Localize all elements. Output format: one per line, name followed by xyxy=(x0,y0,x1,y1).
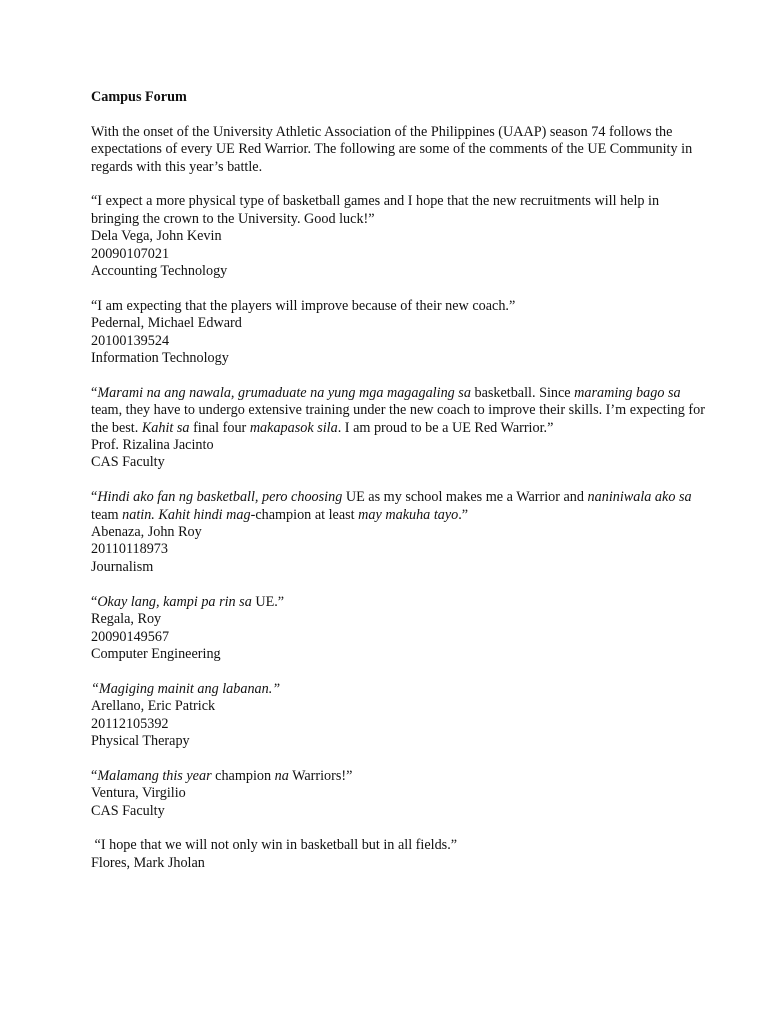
comment-entry xyxy=(91,681,708,751)
quote-italic-segment: Okay lang, kampi pa rin sa xyxy=(97,593,252,610)
department: Accounting Technology xyxy=(91,263,228,280)
commenter-name: Abenaza, John Roy xyxy=(91,524,202,541)
quote-segment: “ xyxy=(91,384,98,401)
quote-italic-segment: naniniwala ako sa xyxy=(587,489,692,506)
comment-quote xyxy=(91,193,708,228)
comment-quote xyxy=(91,681,708,698)
quote-segment: team xyxy=(91,506,123,523)
comment-quote xyxy=(91,768,708,785)
quote-segment: . I am proud to be a UE Red Warrior.” xyxy=(337,419,554,436)
commenter-name: Flores, Mark Jholan xyxy=(91,854,205,871)
student-number: 20090107021 xyxy=(91,245,170,262)
quote-segment: champion xyxy=(211,767,275,784)
department: Information Technology xyxy=(91,350,229,367)
comment-entry xyxy=(91,193,708,280)
department: Computer Engineering xyxy=(91,645,221,662)
comment-entry xyxy=(91,594,708,664)
quote-italic-segment: Hindi ako fan ng basketball, pero choosing xyxy=(97,489,343,506)
quote-italic-segment: makapasok sila xyxy=(249,419,338,436)
quote-italic-segment: natin. Kahit hindi mag xyxy=(122,506,251,523)
student-number: 20110118973 xyxy=(91,541,168,558)
comment-entry xyxy=(91,489,708,576)
comment-quote xyxy=(91,298,708,315)
department: Journalism xyxy=(91,558,154,575)
quote-segment: final four xyxy=(189,419,250,436)
quote-segment: UE as my school makes me a Warrior and xyxy=(342,489,588,506)
comment-entry xyxy=(91,298,708,368)
student-number: 20090149567 xyxy=(91,628,170,645)
comment-entry xyxy=(91,768,708,820)
commenter-name: Ventura, Virgilio xyxy=(91,785,186,802)
department: CAS Faculty xyxy=(91,802,165,819)
quote-italic-segment: “Magiging mainit ang labanan.” xyxy=(91,680,281,697)
comments-list xyxy=(91,193,708,872)
intro-paragraph: With the onset of the University Athletic Association of the Philippines (UAAP) season 74 follows the expectations of every UE Red Warrior. The following are some of the comments of the UE Community in regards with this year’s battle. xyxy=(91,123,693,175)
quote-italic-segment: may makuha tayo xyxy=(358,506,459,523)
comment-quote xyxy=(91,489,708,524)
student-number: 20100139524 xyxy=(91,332,170,349)
quote-segment: Warriors!” xyxy=(288,767,353,784)
quote-segment: UE.” xyxy=(251,593,285,610)
quote-segment: team, they have to undergo extensive training under the new coach to improve their skills. I’m expecting for the best. xyxy=(91,402,705,436)
comment-quote xyxy=(91,837,708,854)
document-title: Campus Forum xyxy=(91,89,187,105)
quote-segment: “ xyxy=(91,767,98,784)
comment-entry xyxy=(91,385,708,472)
department: CAS Faculty xyxy=(91,454,165,471)
quote-italic-segment: maraming bago sa xyxy=(574,384,681,401)
comment-quote xyxy=(91,594,708,611)
quote-segment: “ xyxy=(91,489,98,506)
quote-segment: .” xyxy=(458,506,469,523)
commenter-name: Dela Vega, John Kevin xyxy=(91,228,222,245)
student-number: 20112105392 xyxy=(91,715,169,732)
quote-segment: “I hope that we will not only win in basketball but in all fields.” xyxy=(94,837,458,854)
quote-segment: “ xyxy=(91,593,98,610)
comment-entry xyxy=(91,837,708,872)
quote-segment: -champion at least xyxy=(250,506,359,523)
quote-italic-segment: na xyxy=(274,767,289,784)
commenter-name: Prof. Rizalina Jacinto xyxy=(91,437,214,454)
quote-italic-segment: Marami na ang nawala, grumaduate na yung mga magagaling sa xyxy=(97,384,471,401)
quote-italic-segment: Kahit sa xyxy=(141,419,190,436)
quote-italic-segment: Malamang this year xyxy=(97,767,212,784)
quote-segment: basketball. Since xyxy=(470,384,575,401)
commenter-name: Arellano, Eric Patrick xyxy=(91,698,216,715)
comment-quote xyxy=(91,385,708,437)
quote-segment: “I am expecting that the players will improve because of their new coach.” xyxy=(91,297,516,314)
department: Physical Therapy xyxy=(91,732,190,749)
quote-segment: “I expect a more physical type of basketball games and I hope that the new recruitments will help in bringing the crown to the University. Good luck!” xyxy=(91,193,660,227)
commenter-name: Pedernal, Michael Edward xyxy=(91,315,242,332)
commenter-name: Regala, Roy xyxy=(91,611,162,628)
